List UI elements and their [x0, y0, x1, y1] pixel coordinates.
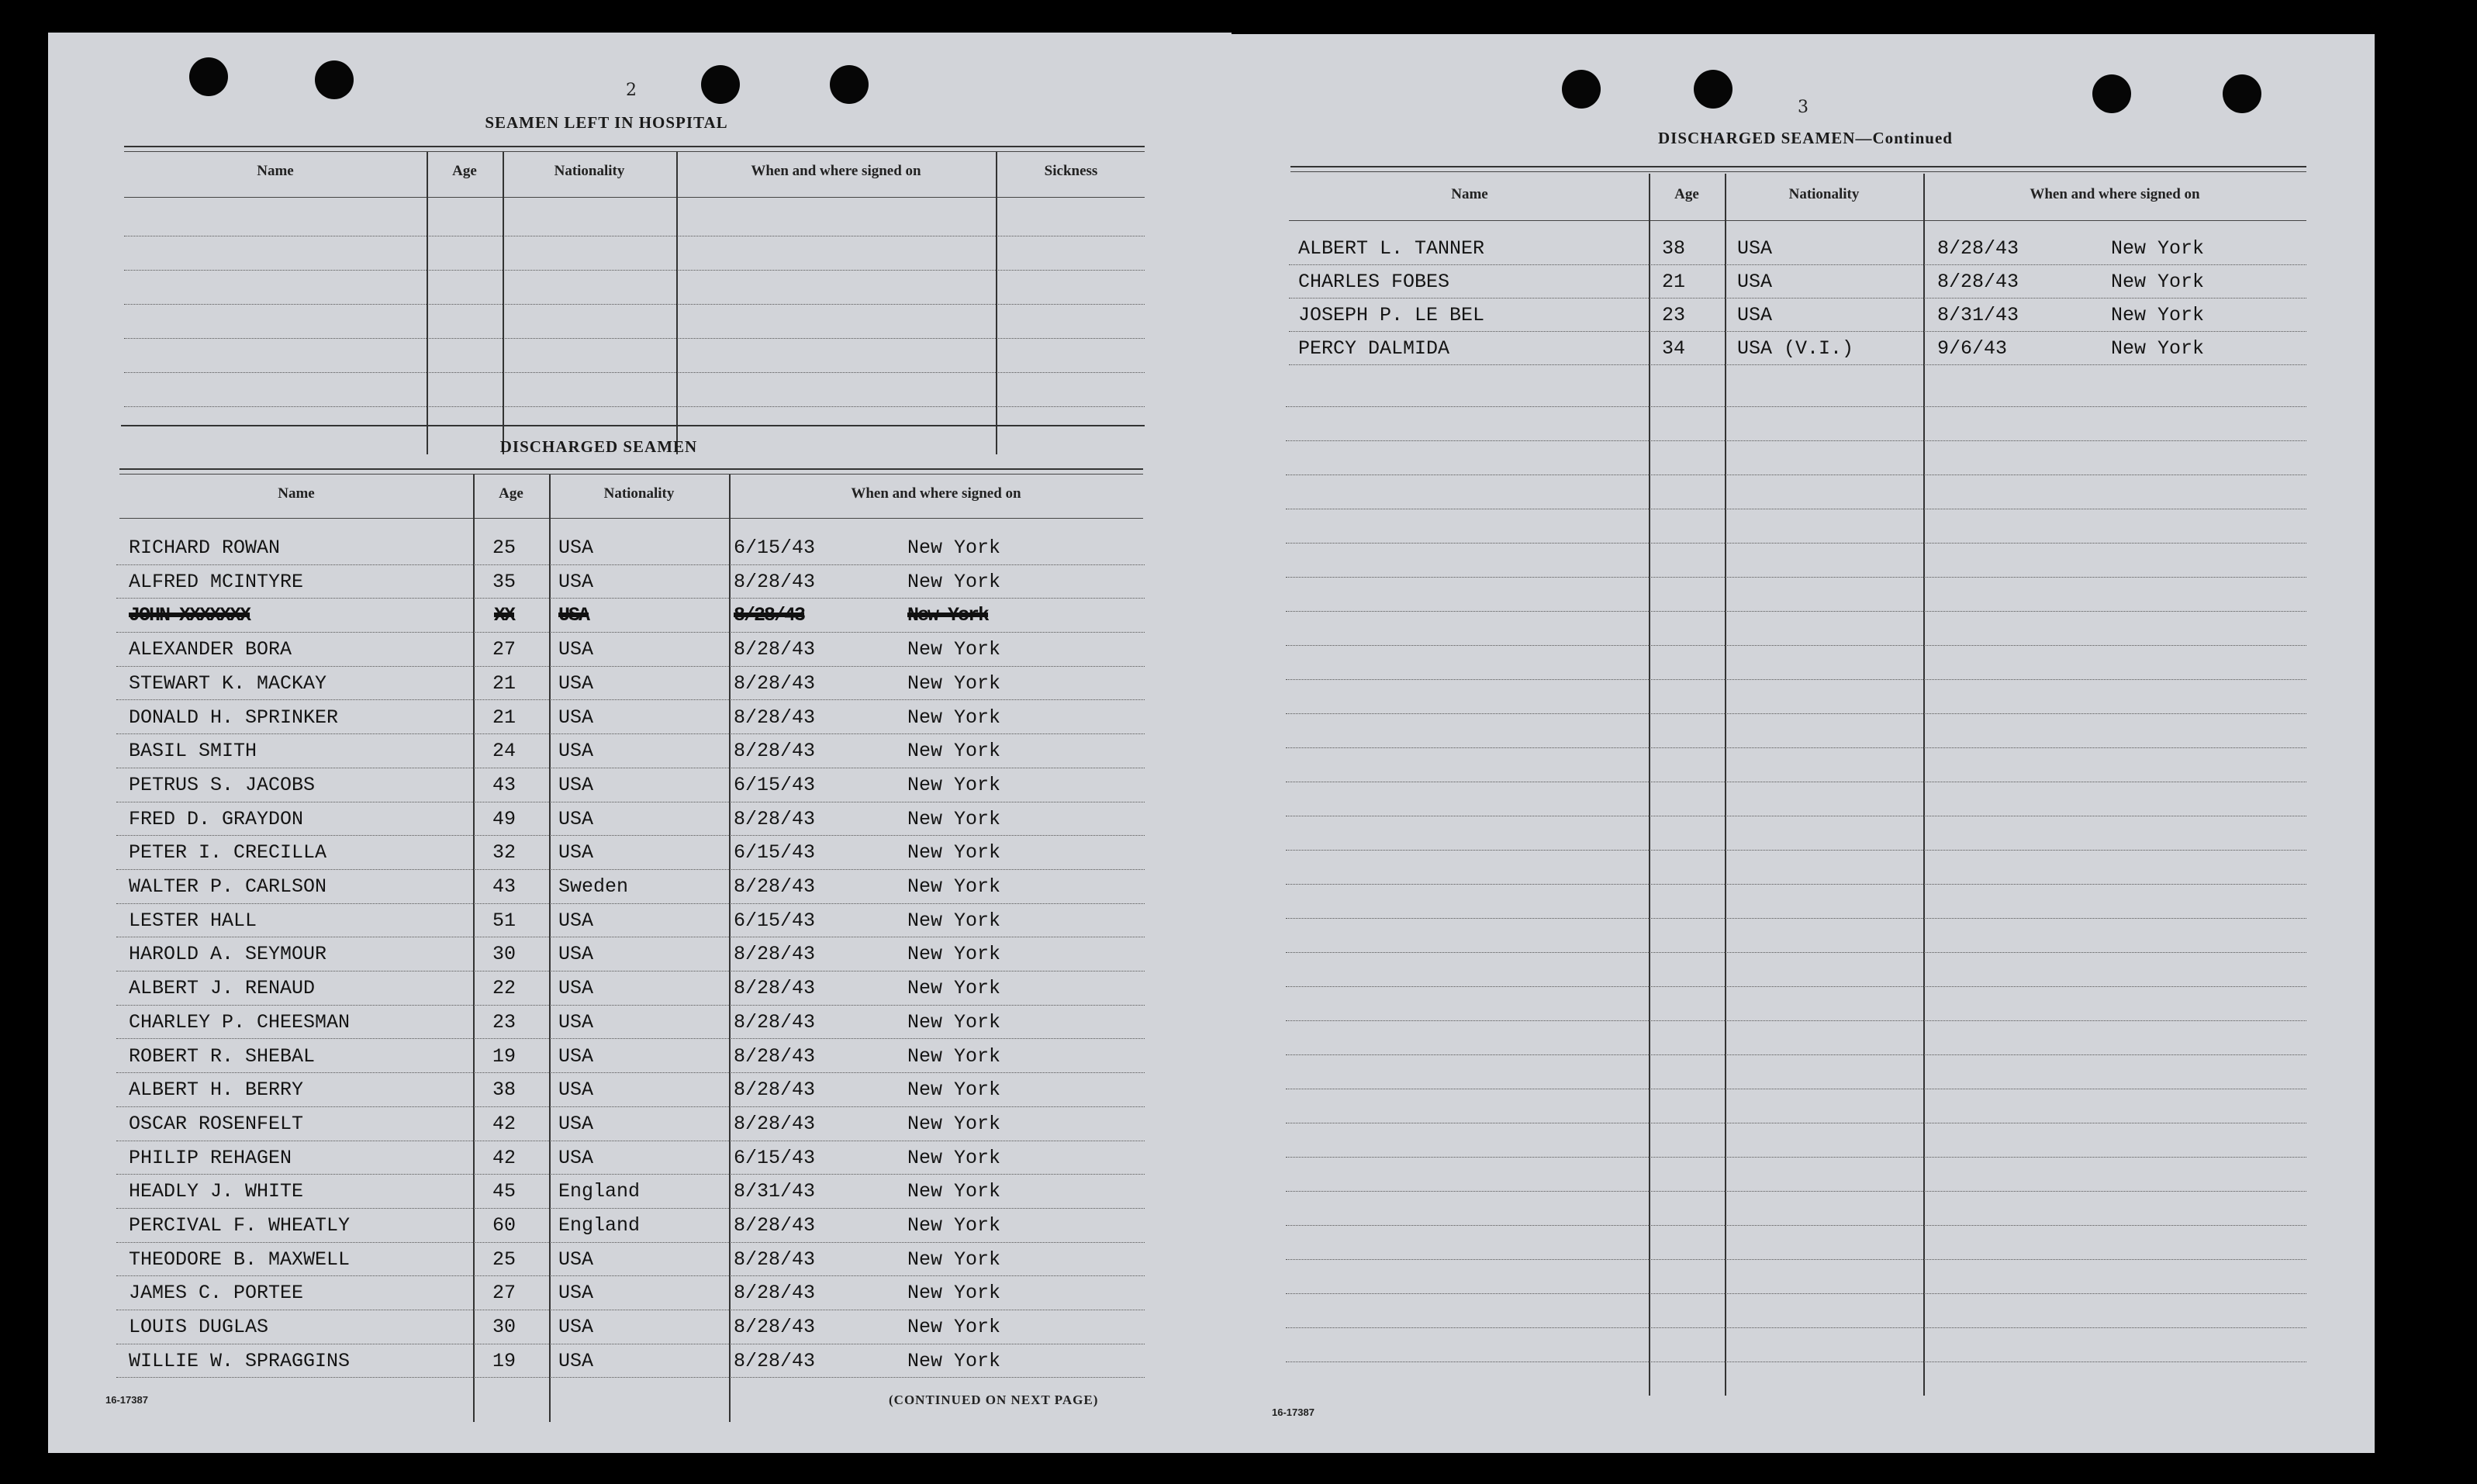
row-rule: [116, 835, 1145, 836]
table-row: [116, 1180, 1145, 1211]
seaman-nationality: USA: [558, 1078, 594, 1102]
rule: [119, 468, 1143, 470]
discharged-continued-title: DISCHARGED SEAMEN—Continued: [1658, 129, 1953, 147]
signed-on-date: 8/28/43: [734, 1316, 816, 1339]
signed-on-place: New York: [907, 740, 1001, 763]
row-rule: [116, 1208, 1145, 1209]
seaman-nationality: USA: [558, 706, 594, 729]
seaman-age: 34: [1661, 337, 1685, 360]
rule: [1289, 220, 2306, 221]
row-rule: [1289, 298, 2306, 299]
seaman-nationality: USA: [558, 1044, 594, 1068]
col-header-signed-on: When and where signed on: [751, 163, 921, 179]
signed-on-date: 8/28/43: [1937, 271, 2019, 293]
column-divider: [676, 152, 678, 454]
col-header-age: Age: [1674, 186, 1699, 202]
signed-on-place: New York: [907, 570, 1001, 593]
signed-on-place: New York: [907, 671, 1001, 695]
blank-row-rule: [1286, 645, 2306, 646]
table-row: [1289, 237, 2306, 268]
signed-on-date: 6/15/43: [734, 841, 816, 865]
signed-on-date: 6/15/43: [734, 909, 816, 932]
seaman-name: ALBERT H. BERRY: [129, 1078, 304, 1102]
seaman-nationality: USA: [558, 570, 594, 593]
table-row: [116, 1011, 1145, 1042]
rule: [1290, 166, 2306, 167]
table-row: [116, 1248, 1145, 1279]
seaman-age: 38: [1661, 237, 1685, 260]
signed-on-place: New York: [907, 1112, 1001, 1135]
seaman-age: 27: [492, 638, 516, 661]
seaman-age: 35: [492, 570, 516, 593]
signed-on-place: New York: [907, 706, 1001, 729]
signed-on-date: 8/28/43: [734, 1349, 816, 1372]
table-row: [116, 706, 1145, 737]
seaman-name: LESTER HALL: [129, 909, 257, 932]
punch-hole: [830, 65, 869, 104]
signed-on-place: New York: [907, 1282, 1001, 1305]
seaman-age: 42: [492, 1112, 516, 1135]
signed-on-place: New York: [907, 604, 989, 627]
col-header-signed-on: When and where signed on: [2030, 186, 2200, 202]
signed-on-date: 8/28/43: [734, 1112, 816, 1135]
blank-row-rule: [1286, 1054, 2306, 1055]
seaman-name: CHARLEY P. CHEESMAN: [129, 1010, 351, 1034]
rule: [124, 197, 1145, 198]
seaman-nationality: USA: [558, 977, 594, 1000]
signed-on-place: New York: [2111, 304, 2205, 326]
seaman-nationality: Sweden: [558, 875, 629, 898]
blank-row-rule: [1286, 679, 2306, 680]
signed-on-date: 8/28/43: [734, 1078, 816, 1102]
row-rule: [116, 564, 1145, 565]
signed-on-place: New York: [2111, 237, 2205, 260]
blank-row-rule: [1286, 543, 2306, 544]
seaman-age: 43: [492, 773, 516, 796]
signed-on-place: New York: [2111, 271, 2205, 293]
table-row: [116, 740, 1145, 771]
seaman-name: WILLIE W. SPRAGGINS: [129, 1349, 351, 1372]
signed-on-date: 8/28/43: [734, 977, 816, 1000]
table-row: [116, 774, 1145, 805]
row-rule: [116, 598, 1145, 599]
page-number: 3: [1798, 98, 1809, 117]
seaman-age: 32: [492, 841, 516, 865]
row-rule: [116, 699, 1145, 700]
page-number: 2: [626, 81, 637, 100]
col-header-nationality: Nationality: [603, 485, 675, 502]
signed-on-place: New York: [907, 1044, 1001, 1068]
signed-on-place: New York: [907, 807, 1001, 830]
seaman-name: RICHARD ROWAN: [129, 537, 281, 559]
column-divider: [996, 152, 997, 454]
signed-on-date: 8/28/43: [734, 740, 816, 763]
seaman-name: JAMES C. PORTEE: [129, 1282, 304, 1305]
table-row: [116, 1045, 1145, 1076]
signed-on-place: New York: [2111, 337, 2205, 360]
table-row: [116, 1214, 1145, 1245]
table-row: [116, 1113, 1145, 1144]
blank-row-rule: [1286, 747, 2306, 748]
table-row: [1289, 304, 2306, 335]
seaman-nationality: USA: [558, 1349, 594, 1372]
row-rule: [116, 1038, 1145, 1039]
seaman-nationality: USA: [558, 671, 594, 695]
seaman-age: 21: [492, 671, 516, 695]
seaman-age: 25: [492, 537, 516, 559]
blank-row-rule: [1286, 1361, 2306, 1362]
col-header-signed-on: When and where signed on: [851, 485, 1021, 502]
row-rule: [116, 1005, 1145, 1006]
seaman-age: 19: [492, 1349, 516, 1372]
seaman-age: 25: [492, 1248, 516, 1271]
signed-on-place: New York: [907, 943, 1001, 966]
column-divider: [503, 152, 504, 454]
signed-on-date: 8/28/43: [734, 943, 816, 966]
rule: [124, 304, 1145, 305]
table-row: [116, 943, 1145, 974]
seaman-age: 21: [1661, 271, 1685, 293]
table-row: [116, 1147, 1145, 1178]
signed-on-date: 8/28/43: [734, 1010, 816, 1034]
right-page: [1232, 34, 2375, 1453]
seaman-nationality: USA: [558, 1316, 594, 1339]
blank-row-rule: [1286, 577, 2306, 578]
seaman-nationality: USA: [558, 638, 594, 661]
signed-on-place: New York: [907, 1146, 1001, 1169]
seaman-name: HAROLD A. SEYMOUR: [129, 943, 327, 966]
hospital-section-title: SEAMEN LEFT IN HOSPITAL: [485, 113, 728, 132]
signed-on-date: 8/28/43: [734, 1282, 816, 1305]
table-row: [116, 604, 1145, 635]
seaman-name: JOSEPH P. LE BEL: [1298, 304, 1485, 326]
blank-row-rule: [1286, 918, 2306, 919]
rule: [124, 270, 1145, 271]
continued-note: (CONTINUED ON NEXT PAGE): [889, 1393, 1099, 1407]
col-header-name: Name: [257, 163, 294, 179]
seaman-name: PERCIVAL F. WHEATLY: [129, 1214, 351, 1237]
row-rule: [116, 869, 1145, 870]
signed-on-place: New York: [907, 1248, 1001, 1271]
rule: [119, 518, 1143, 519]
signed-on-date: 8/28/43: [734, 638, 816, 661]
seaman-age: 49: [492, 807, 516, 830]
signed-on-place: New York: [907, 977, 1001, 1000]
seaman-nationality: USA: [558, 537, 594, 559]
signed-on-date: 8/28/43: [734, 706, 816, 729]
signed-on-date: 6/15/43: [734, 773, 816, 796]
blank-row-rule: [1286, 611, 2306, 612]
seaman-age: 43: [492, 875, 516, 898]
rule: [124, 338, 1145, 339]
row-rule: [116, 971, 1145, 972]
table-row: [116, 1316, 1145, 1347]
signed-on-place: New York: [907, 773, 1001, 796]
seaman-name: PETER I. CRECILLA: [129, 841, 327, 865]
blank-row-rule: [1286, 1327, 2306, 1328]
seaman-age: 23: [492, 1010, 516, 1034]
rule: [124, 146, 1145, 147]
signed-on-date: 8/28/43: [734, 875, 816, 898]
signed-on-date: 8/28/43: [734, 604, 805, 627]
seaman-age: 19: [492, 1044, 516, 1068]
punch-hole: [1694, 70, 1733, 109]
signed-on-date: 9/6/43: [1937, 337, 2008, 360]
punch-hole: [315, 60, 354, 99]
seaman-nationality: USA: [1737, 237, 1773, 260]
blank-row-rule: [1286, 1293, 2306, 1294]
seaman-nationality: USA: [558, 1248, 594, 1271]
col-header-name: Name: [1451, 186, 1488, 202]
seaman-name: OSCAR ROSENFELT: [129, 1112, 304, 1135]
seaman-nationality: USA: [558, 1112, 594, 1135]
seaman-age: 45: [492, 1180, 516, 1203]
col-header-sickness: Sickness: [1044, 163, 1098, 179]
seaman-name: WALTER P. CARLSON: [129, 875, 327, 898]
blank-row-rule: [1286, 1259, 2306, 1260]
row-rule: [116, 1275, 1145, 1276]
seaman-age: 21: [492, 706, 516, 729]
seaman-age: 51: [492, 909, 516, 932]
blank-row-rule: [1286, 440, 2306, 441]
seaman-age: 24: [492, 740, 516, 763]
signed-on-place: New York: [907, 1214, 1001, 1237]
punch-hole: [1562, 70, 1601, 109]
seaman-name: CHARLES FOBES: [1298, 271, 1450, 293]
seaman-nationality: USA: [558, 604, 589, 627]
blank-row-rule: [1286, 713, 2306, 714]
seaman-age: 42: [492, 1146, 516, 1169]
table-row: [116, 977, 1145, 1008]
signed-on-date: 8/28/43: [734, 671, 816, 695]
signed-on-place: New York: [907, 1010, 1001, 1034]
punch-hole: [2223, 74, 2261, 113]
col-header-age: Age: [499, 485, 523, 502]
seaman-name: ALBERT L. TANNER: [1298, 237, 1485, 260]
signed-on-place: New York: [907, 1316, 1001, 1339]
seaman-name: DONALD H. SPRINKER: [129, 706, 339, 729]
row-rule: [116, 733, 1145, 734]
col-header-nationality: Nationality: [554, 163, 625, 179]
signed-on-date: 8/31/43: [1937, 304, 2019, 326]
seaman-age: 27: [492, 1282, 516, 1305]
seaman-name: ALFRED MCINTYRE: [129, 570, 304, 593]
seaman-age: XX: [493, 604, 514, 627]
seaman-name: ROBERT R. SHEBAL: [129, 1044, 316, 1068]
seaman-name: PHILIP REHAGEN: [129, 1146, 292, 1169]
row-rule: [1289, 264, 2306, 265]
blank-row-rule: [1286, 884, 2306, 885]
signed-on-place: New York: [907, 638, 1001, 661]
seaman-age: 30: [492, 1316, 516, 1339]
discharged-section-title: DISCHARGED SEAMEN: [499, 437, 698, 456]
seaman-name: JOHN XXXXXXX: [129, 604, 250, 627]
row-rule: [116, 1242, 1145, 1243]
seaman-nationality: USA: [558, 1010, 594, 1034]
seaman-age: 22: [492, 977, 516, 1000]
signed-on-date: 8/31/43: [734, 1180, 816, 1203]
signed-on-date: 6/15/43: [734, 537, 816, 559]
table-row: [116, 537, 1145, 568]
signed-on-place: New York: [907, 909, 1001, 932]
seaman-name: THEODORE B. MAXWELL: [129, 1248, 351, 1271]
column-divider: [427, 152, 428, 454]
signed-on-date: 8/28/43: [734, 807, 816, 830]
table-row: [116, 808, 1145, 839]
col-header-name: Name: [278, 485, 315, 502]
seaman-name: ALBERT J. RENAUD: [129, 977, 316, 1000]
seaman-name: PERCY DALMIDA: [1298, 337, 1450, 360]
signed-on-place: New York: [907, 841, 1001, 865]
seaman-nationality: USA: [1737, 271, 1773, 293]
seaman-name: BASIL SMITH: [129, 740, 257, 763]
row-rule: [116, 666, 1145, 667]
form-number: 16-17387: [105, 1394, 148, 1406]
seaman-nationality: USA: [558, 841, 594, 865]
punch-hole: [2092, 74, 2131, 113]
blank-row-rule: [1286, 1020, 2306, 1021]
seaman-name: PETRUS S. JACOBS: [129, 773, 316, 796]
seaman-age: 38: [492, 1078, 516, 1102]
punch-hole: [189, 57, 228, 96]
seaman-name: ALEXANDER BORA: [129, 638, 292, 661]
signed-on-date: 6/15/43: [734, 1146, 816, 1169]
signed-on-date: 8/28/43: [734, 1044, 816, 1068]
seaman-nationality: USA: [558, 807, 594, 830]
signed-on-date: 8/28/43: [734, 1214, 816, 1237]
row-rule: [1289, 331, 2306, 332]
table-row: [116, 638, 1145, 669]
signed-on-date: 8/28/43: [734, 570, 816, 593]
row-rule: [116, 1174, 1145, 1175]
table-row: [1289, 337, 2306, 368]
seaman-nationality: USA: [558, 740, 594, 763]
seaman-age: 60: [492, 1214, 516, 1237]
rule: [124, 372, 1145, 373]
row-rule: [116, 1377, 1145, 1378]
seaman-nationality: USA: [558, 773, 594, 796]
seaman-nationality: USA: [558, 1146, 594, 1169]
signed-on-place: New York: [907, 537, 1001, 559]
seaman-nationality: USA: [558, 1282, 594, 1305]
row-rule: [116, 1106, 1145, 1107]
seaman-name: FRED D. GRAYDON: [129, 807, 304, 830]
blank-row-rule: [1286, 850, 2306, 851]
seaman-name: LOUIS DUGLAS: [129, 1316, 269, 1339]
table-row: [116, 1078, 1145, 1110]
seaman-nationality: USA (V.I.): [1737, 337, 1854, 360]
table-row: [116, 571, 1145, 602]
signed-on-place: New York: [907, 1180, 1001, 1203]
seaman-nationality: England: [558, 1180, 641, 1203]
signed-on-date: 8/28/43: [1937, 237, 2019, 260]
table-row: [116, 672, 1145, 703]
seaman-name: HEADLY J. WHITE: [129, 1180, 304, 1203]
row-rule: [1289, 364, 2306, 365]
punch-hole: [701, 65, 740, 104]
row-rule: [116, 903, 1145, 904]
blank-row-rule: [1286, 1191, 2306, 1192]
col-header-age: Age: [452, 163, 477, 179]
row-rule: [116, 632, 1145, 633]
rule: [124, 406, 1145, 407]
col-header-nationality: Nationality: [1788, 186, 1860, 202]
seaman-nationality: England: [558, 1214, 641, 1237]
table-row: [116, 841, 1145, 872]
signed-on-place: New York: [907, 1349, 1001, 1372]
blank-row-rule: [1286, 952, 2306, 953]
signed-on-date: 8/28/43: [734, 1248, 816, 1271]
seaman-nationality: USA: [558, 943, 594, 966]
table-row: [116, 875, 1145, 906]
blank-row-rule: [1286, 406, 2306, 407]
blank-row-rule: [1286, 986, 2306, 987]
blank-row-rule: [1286, 1157, 2306, 1158]
seaman-age: 23: [1661, 304, 1685, 326]
blank-row-rule: [1286, 1225, 2306, 1226]
table-row: [1289, 271, 2306, 302]
rule: [121, 425, 1145, 426]
seaman-nationality: USA: [558, 909, 594, 932]
seaman-age: 30: [492, 943, 516, 966]
table-row: [116, 1350, 1145, 1381]
left-page: [48, 33, 1232, 1453]
signed-on-place: New York: [907, 875, 1001, 898]
row-rule: [116, 1072, 1145, 1073]
seaman-nationality: USA: [1737, 304, 1773, 326]
table-row: [116, 1282, 1145, 1313]
seaman-name: STEWART K. MACKAY: [129, 671, 327, 695]
table-row: [116, 909, 1145, 940]
signed-on-place: New York: [907, 1078, 1001, 1102]
form-number: 16-17387: [1272, 1406, 1315, 1418]
